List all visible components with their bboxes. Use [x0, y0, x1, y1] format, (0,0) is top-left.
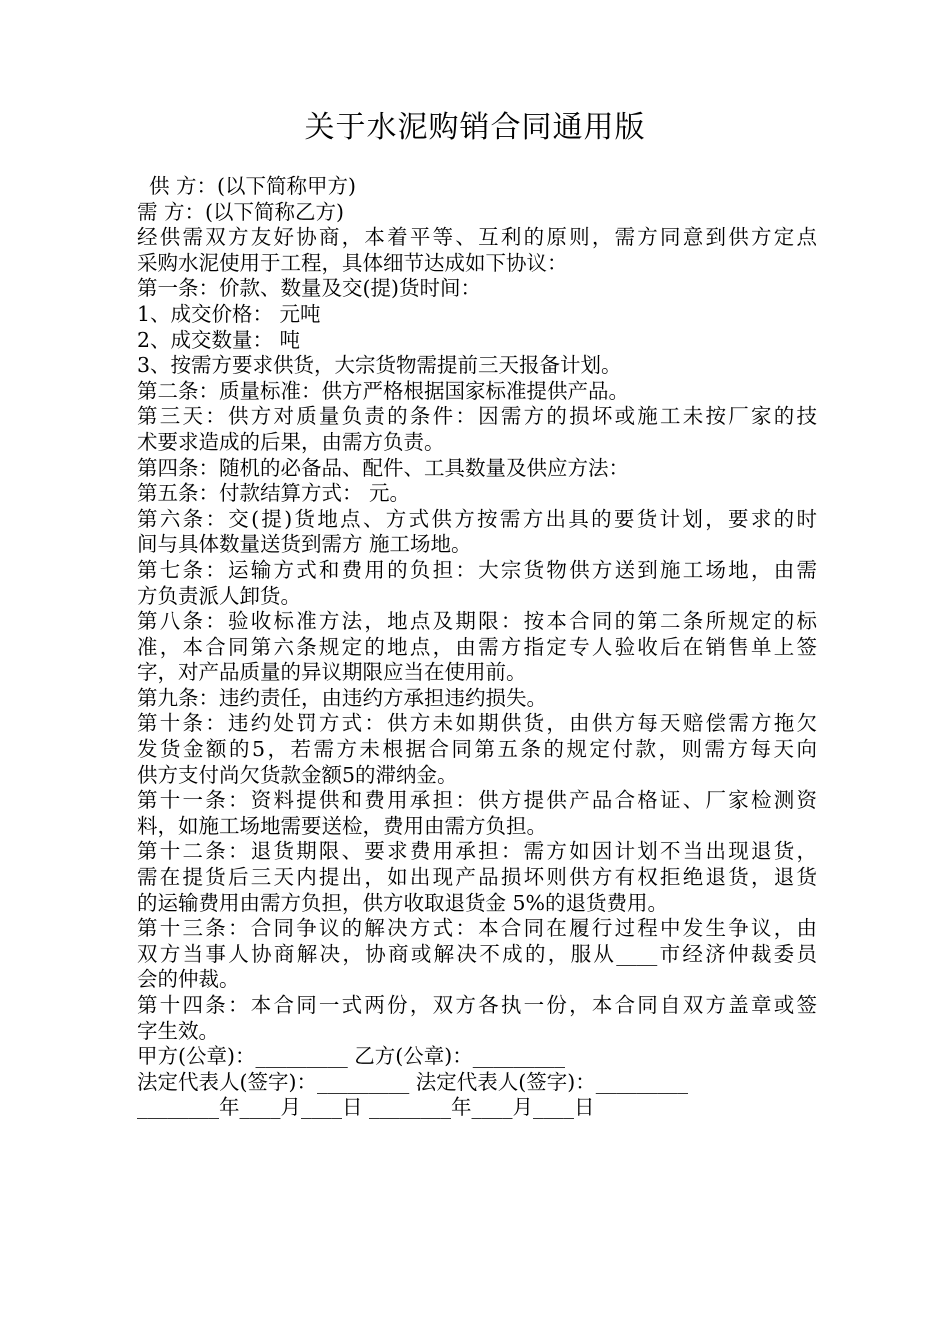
article-12-line-2: 需在提货后三天内提出，如出现产品损坏则供方有权拒绝退货，退货: [137, 865, 817, 890]
supplier-line: 供 方：(以下简称甲方): [149, 174, 357, 198]
article-13-line-3: 会的仲裁。: [137, 967, 240, 992]
article-1-item-2: 2、成交数量： 吨: [137, 327, 301, 352]
article-3-line-1: 第三天：供方对质量负责的条件：因需方的损坏或施工未按厂家的技: [137, 404, 817, 429]
article-10-line-1: 第十条：违约处罚方式：供方未如期供货，由供方每天赔偿需方拖欠: [137, 711, 817, 736]
article-11-line-1: 第十一条：资料提供和费用承担：供方提供产品合格证、厂家检测资: [137, 788, 817, 813]
article-7-line-1: 第七条：运输方式和费用的负担：大宗货物供方送到施工场地，由需: [137, 557, 817, 582]
seal-line: 甲方(公章)：_________ 乙方(公章)：_________: [137, 1044, 566, 1069]
article-13-line-1: 第十三条：合同争议的解决方式：本合同在履行过程中发生争议，由: [137, 916, 817, 941]
preamble-line-1: 经供需双方友好协商，本着平等、互利的原则，需方同意到供方定点: [137, 225, 817, 250]
article-8-line-3: 字，对产品质量的异议期限应当在使用前。: [137, 660, 527, 685]
contract-body: [137, 174, 817, 1121]
article-1-item-3: 3、按需方要求供货，大宗货物需提前三天报备计划。: [137, 353, 622, 378]
article-12-line-1: 第十二条：退货期限、要求费用承担：需方如因计划不当出现退货，: [137, 839, 817, 864]
article-6-line-1: 第六条：交(提)货地点、方式供方按需方出具的要货计划，要求的时: [137, 506, 817, 531]
article-14-line-1: 第十四条：本合同一式两份，双方各执一份，本合同自双方盖章或签: [137, 993, 817, 1017]
article-5: 第五条：付款结算方式： 元。: [137, 481, 411, 506]
article-8-line-2: 准，本合同第六条规定的地点，由需方指定专人验收后在销售单上签: [137, 634, 817, 659]
article-3-line-2: 术要求造成的后果，由需方负责。: [137, 429, 445, 454]
article-6-line-2: 间与具体数量送货到需方 施工场地。: [137, 532, 472, 557]
article-12-line-3: 的运输费用由需方负担，供方收取退货金 5%的退货费用。: [137, 890, 669, 915]
article-8-line-1: 第八条：验收标准方法，地点及期限：按本合同的第二条所规定的标: [137, 609, 817, 634]
document-title: 关于水泥购销合同通用版: [304, 110, 646, 145]
article-2: 第二条：质量标准：供方严格根据国家标准提供产品。: [137, 378, 629, 403]
date-line: ________年____月____日 ________年____月____日: [137, 1095, 595, 1120]
article-14-line-2: 字生效。: [137, 1018, 219, 1043]
article-4: 第四条：随机的必备品、配件、工具数量及供应方法：: [137, 455, 629, 480]
article-13-line-2: 双方当事人协商解决，协商或解决不成的，服从____市经济仲裁委员: [137, 941, 817, 966]
article-9: 第九条：违约责任，由违约方承担违约损失。: [137, 685, 547, 710]
preamble-line-2: 采购水泥使用于工程，具体细节达成如下协议：: [137, 250, 568, 275]
article-1-heading: 第一条：价款、数量及交(提)货时间：: [137, 276, 481, 301]
article-1-item-1: 1、成交价格： 元吨: [137, 301, 321, 326]
representative-signature-line: 法定代表人(签字)：_________ 法定代表人(签字)：_________: [137, 1069, 689, 1094]
article-10-line-2: 发货金额的5，若需方未根据合同第五条的规定付款，则需方每天向: [137, 737, 817, 762]
article-7-line-2: 方负责派人卸货。: [137, 583, 301, 608]
article-10-line-3: 供方支付尚欠货款金额5的滞纳金。: [137, 762, 458, 787]
buyer-line: 需 方：(以下简称乙方): [137, 199, 345, 224]
article-11-line-2: 料，如施工场地需要送检，费用由需方负担。: [137, 813, 547, 838]
